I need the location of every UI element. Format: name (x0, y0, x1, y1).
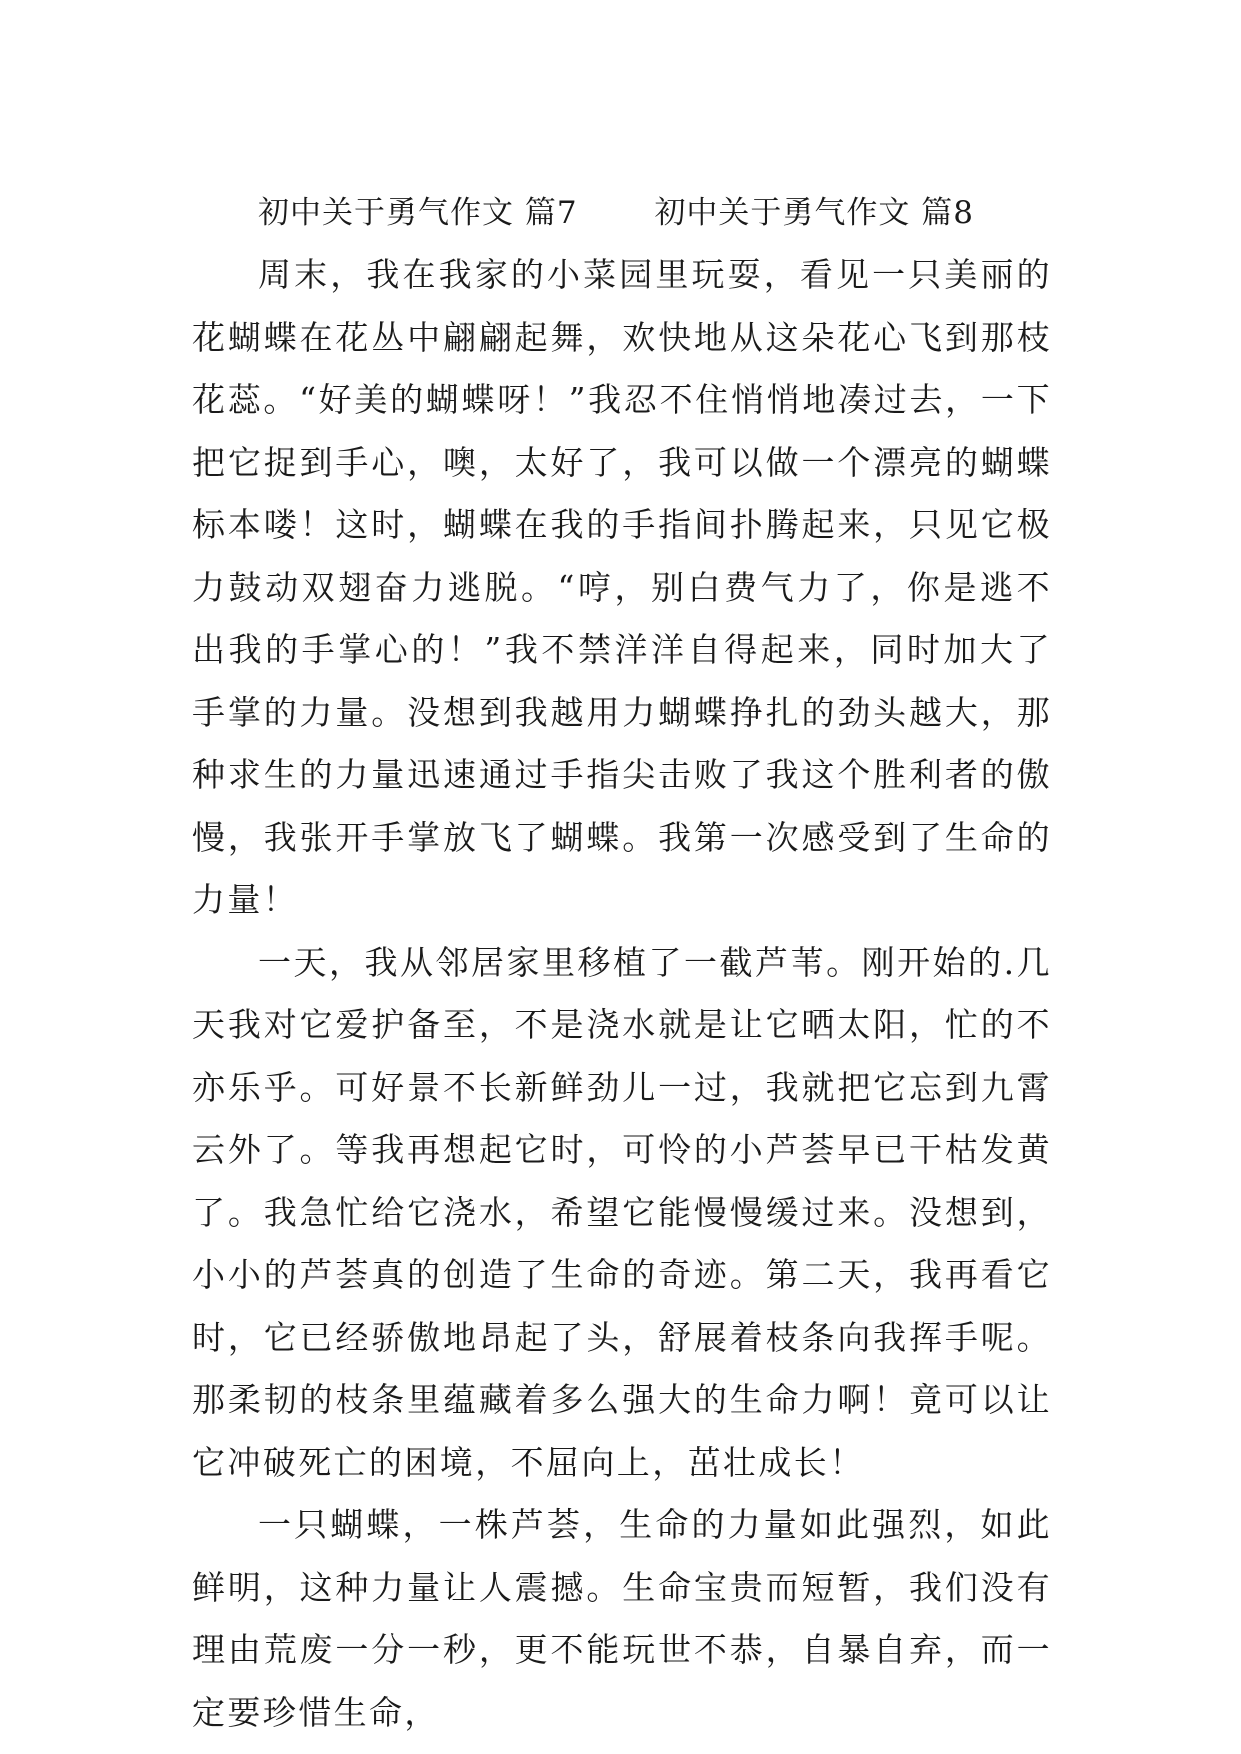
heading-line (258, 188, 1118, 238)
paragraph-conclusion: 一只蝴蝶，一株芦荟，生命的力量如此强烈，如此鲜明，这种力量让人震撼。生命宝贵而短暂，我们没有理由荒废一分一秒，更不能玩世不恭，自暴自弃，而一定要珍惜生命， (192, 1505, 1052, 1732)
heading-part-7: 初中关于勇气作文 篇7 (258, 195, 578, 231)
heading-part-8: 初中关于勇气作文 篇8 (654, 195, 975, 231)
paragraph-aloe: 一天，我从邻居家里移植了一截芦苇。刚开始的.几天我对它爱护备至，不是浇水就是让它晒太阳，忙的不亦乐乎。可好景不长新鲜劲儿一过，我就把它忘到九霄云外了。等我再想起它时，可怜的小芦荟早已干枯发黄了。我急忙给它浇水，希望它能慢慢缓过来。没想到，小小的芦荟真的创造了生命的奇迹。第二天，我再看它时，它已经骄傲地昂起了头，舒展着枝条向我挥手呢。那柔韧的枝条里蕴藏着多么强大的生命力啊！竟可以让它冲破死亡的困境，不屈向上，茁壮成长！ (192, 942, 1052, 1482)
essay-body (192, 244, 1052, 1744)
paragraph-butterfly: 周末，我在我家的小菜园里玩耍，看见一只美丽的花蝴蝶在花丛中翩翩起舞，欢快地从这朵花心飞到那枝花蕊。“好美的蝴蝶呀！”我忍不住悄悄地凑过去，一下把它捉到手心，噢，太好了，我可以做一个漂亮的蝴蝶标本喽！这时，蝴蝶在我的手指间扑腾起来，只见它极力鼓动双翅奋力逃脱。“哼，别白费气力了，你是逃不出我的手掌心的！”我不禁洋洋自得起来，同时加大了手掌的力量。没想到我越用力蝴蝶挣扎的劲头越大，那种求生的力量迅速通过手指尖击败了我这个胜利者的傲慢，我张开手掌放飞了蝴蝶。我第一次感受到了生命的力量！ (192, 255, 1052, 919)
